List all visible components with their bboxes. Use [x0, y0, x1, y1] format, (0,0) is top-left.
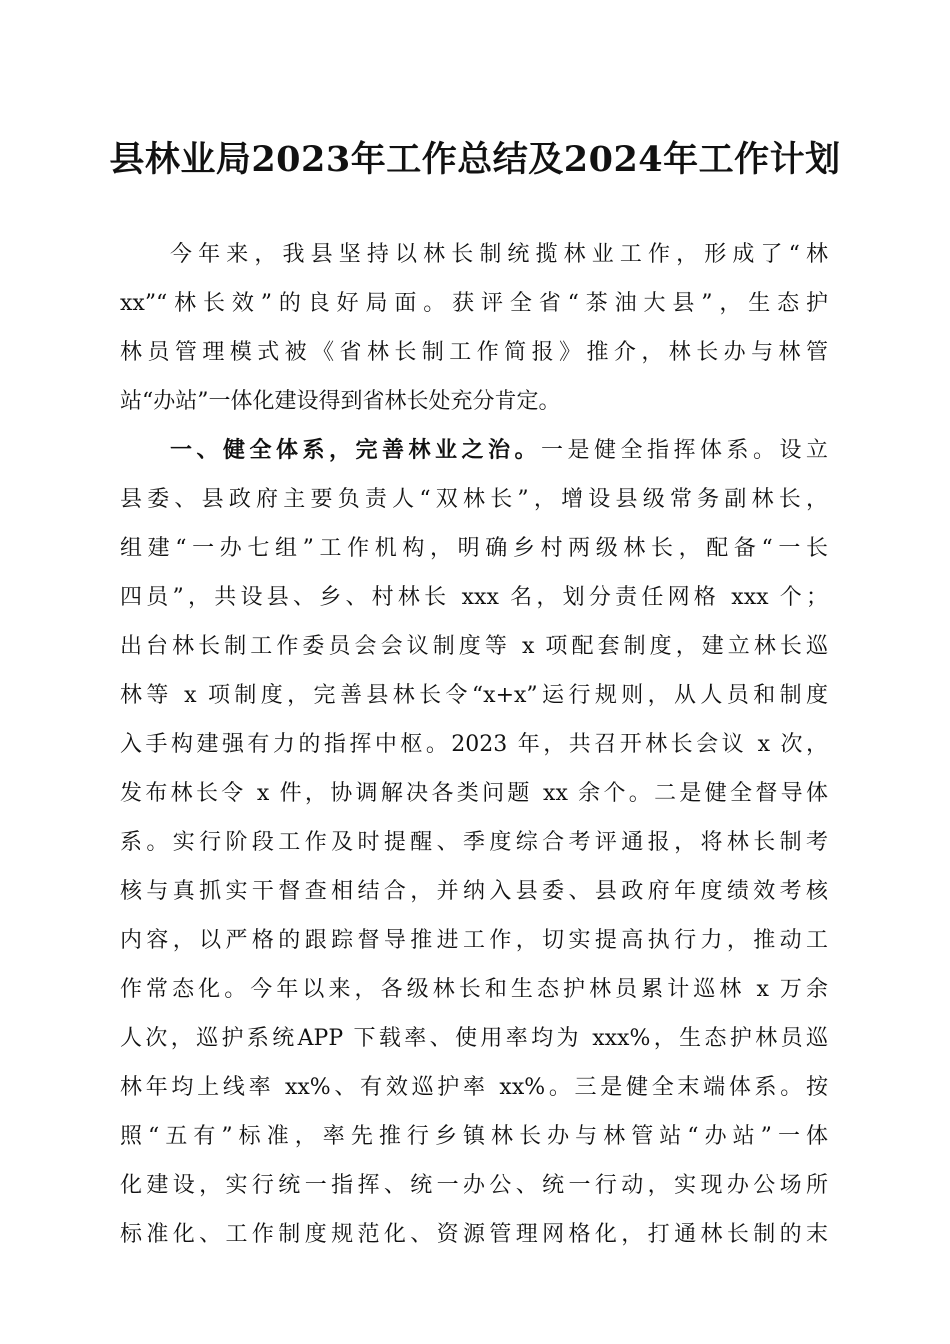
- paragraph-line: 林年均上线率 xx%、有效巡护率 xx%。三是健全末端体系。按: [120, 1075, 828, 1100]
- paragraph-line: xx”“林长效”的良好局面。获评全省“茶油大县”，生态护: [120, 291, 828, 316]
- paragraph-line: [120, 426, 828, 475]
- paragraph-line: 内容，以严格的跟踪督导推进工作，切实提高执行力，推动工: [120, 928, 828, 953]
- paragraph-line: 照“五有”标准，率先推行乡镇林长办与林管站“办站”一体: [120, 1124, 828, 1149]
- paragraph-line: 出台林长制工作委员会会议制度等 x 项配套制度，建立林长巡: [120, 634, 828, 659]
- section-first-line-text: 一是健全指挥体系。设立: [540, 438, 828, 463]
- document-body: [120, 230, 828, 1259]
- paragraph-line: 人次，巡护系统APP 下载率、使用率均为 xxx%，生态护林员巡: [120, 1026, 828, 1051]
- paragraph-line: 组建“一办七组”工作机构，明确乡村两级林长，配备“一长: [120, 536, 828, 561]
- paragraph-line: 入手构建强有力的指挥中枢。2023 年，共召开林长会议 x 次，: [120, 732, 828, 757]
- paragraph-line: 作常态化。今年以来，各级林长和生态护林员累计巡林 x 万余: [120, 977, 828, 1002]
- paragraph-line: 林员管理模式被《省林长制工作简报》推介，林长办与林管: [120, 340, 828, 365]
- document-title: 县林业局2023年工作总结及2024年工作计划: [109, 139, 841, 180]
- paragraph-line: 四员”，共设县、乡、村林长 xxx 名，划分责任网格 xxx 个；: [120, 585, 828, 610]
- paragraph-line: 化建设，实行统一指挥、统一办公、统一行动，实现办公场所: [120, 1173, 828, 1198]
- paragraph-line: 标准化、工作制度规范化、资源管理网格化，打通林长制的末: [120, 1222, 828, 1247]
- paragraph-line: 今年来，我县坚持以林长制统揽林业工作，形成了“林: [170, 242, 828, 267]
- paragraph-line: 林等 x 项制度，完善县林长令“x+x”运行规则，从人员和制度: [120, 683, 828, 708]
- paragraph-line: 县委、县政府主要负责人“双林长”，增设县级常务副林长，: [120, 487, 828, 512]
- section-heading: 一、健全体系，完善林业之治。: [170, 438, 541, 463]
- intro-paragraph: [120, 230, 828, 426]
- paragraph-line: 核与真抓实干督查相结合，并纳入县委、县政府年度绩效考核: [120, 879, 828, 904]
- section-1-paragraph: [120, 426, 828, 1259]
- paragraph-line: 系。实行阶段工作及时提醒、季度综合考评通报，将林长制考: [120, 830, 828, 855]
- paragraph-line: 发布林长令 x 件，协调解决各类问题 xx 余个。二是健全督导体: [120, 781, 828, 806]
- paragraph-line: 站“办站”一体化建设得到省林长处充分肯定。: [120, 389, 561, 414]
